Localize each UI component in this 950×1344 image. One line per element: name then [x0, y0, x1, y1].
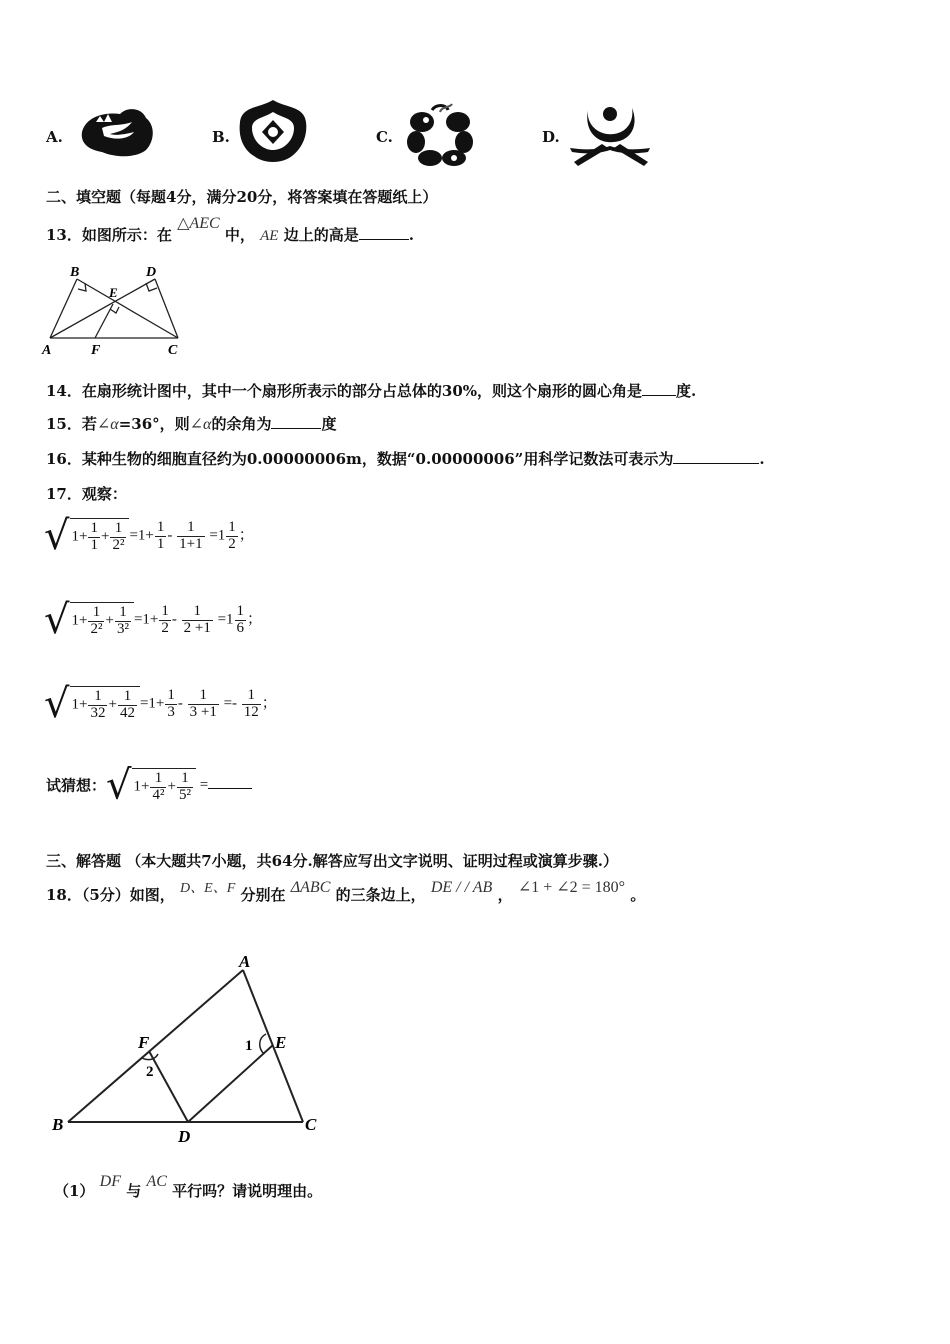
- q15-answer-blank: [271, 414, 321, 429]
- q13-label-f: F: [91, 343, 101, 358]
- q13-ae: AE: [260, 228, 279, 244]
- q18-label-f: F: [138, 1033, 150, 1052]
- q14-answer-blank: [642, 381, 676, 396]
- q18-sub-1-number: （1）: [54, 1182, 95, 1200]
- q13-middle: 中，: [224, 226, 255, 244]
- q18-end: 。: [630, 886, 646, 904]
- q17-row-1: √ 1+ $\frac{1}{1}$ + $\frac{1}{\text{2²}}$ =1+ $\frac{1}{1}$ - $\frac{1}{1+1}$ =1 $\frac{1}{2}$ ；: [44, 513, 254, 559]
- question-13: [46, 215, 414, 245]
- q13-label-b: B: [70, 265, 80, 280]
- q17-title: 17．观察：: [46, 485, 127, 503]
- q17-answer-blank: [208, 774, 252, 789]
- q17-row-2: √ 1+ $\frac{1}{\text{2²}}$ + $\frac{1}{\text{3²}}$ =1+ $\frac{1}{2}$ - $\frac{1}{2 +1}$ =1 $\frac{1}{6}$ ；: [44, 597, 263, 643]
- option-a-label: A.: [46, 128, 63, 146]
- q18-sub-1-df: DF: [99, 1173, 121, 1190]
- q15-angle-2: ∠α: [189, 416, 212, 433]
- q18-label-b: B: [52, 1115, 64, 1134]
- option-b-label: B.: [212, 128, 230, 146]
- sqrt-symbol: √: [106, 763, 132, 809]
- sqrt-symbol: √: [44, 513, 70, 559]
- q18-points: D、E、F: [180, 881, 236, 896]
- question-18: [46, 879, 646, 905]
- ink-blot-shape-a-icon: [76, 102, 156, 162]
- q14-end: 度.: [676, 382, 697, 400]
- q18-sub-1: [54, 1173, 323, 1201]
- q18-sub-1-ac: AC: [146, 1173, 167, 1190]
- q17-guess-label: 试猜想：: [46, 776, 107, 795]
- q16-text: 16．某种生物的细胞直径约为0.00000006m，数据“0.00000006”用科学记数法可表示为: [46, 450, 674, 468]
- q17-row-3: √ 1+ $\frac{1}{32}$ + $\frac{1}{42}$ =1+ $\frac{1}{3}$ - $\frac{1}{3 +1}$ =- $\frac{1}{12}$ ；: [44, 681, 277, 727]
- q18-mid-1: 分别在: [240, 886, 286, 904]
- option-c-label: C.: [376, 128, 393, 146]
- q17-guess: 试猜想：√ 1+ $\frac{1}{\text{4²}}$ + $\frac{1}{\text{5²}}$ =: [46, 766, 252, 806]
- q15-end: 度: [321, 415, 337, 433]
- q18-label-angle-1: 1: [245, 1038, 253, 1054]
- q13-label-c: C: [168, 343, 178, 358]
- q13-end: .: [408, 226, 414, 244]
- q13-answer-blank: [359, 225, 409, 240]
- q18-figure: [46, 950, 336, 1150]
- q18-prefix: 18．（5分）如图，: [46, 886, 175, 904]
- q18-mid-2: 的三条边上，: [335, 886, 426, 904]
- q13-suffix: 边上的高是: [283, 226, 359, 244]
- section-3-title: 三、解答题 （本大题共7小题，共64分.解答应写出文字说明、证明过程或演算步骤.）: [46, 852, 618, 870]
- q18-parallel: DE / / AB: [430, 879, 493, 896]
- q18-label-d: D: [178, 1127, 191, 1146]
- q14-text: 14．在扇形统计图中，其中一个扇形所表示的部分占总体的30%，则这个扇形的圆心角是: [46, 382, 643, 400]
- q13-label-a: A: [42, 343, 52, 358]
- q18-sub-1-with: 与: [126, 1182, 142, 1200]
- q18-sub-1-text: 平行吗？请说明理由。: [172, 1182, 323, 1200]
- q13-label-d: D: [146, 265, 157, 280]
- sqrt-symbol: √: [44, 681, 70, 727]
- option-d-label: D.: [542, 128, 560, 146]
- flower-ring-shape-c-icon: [402, 100, 478, 168]
- q16-answer-blank: [673, 449, 759, 464]
- q15-mid: =36°，则: [118, 415, 190, 433]
- question-15: [46, 413, 336, 434]
- q15-prefix: 15．若: [46, 415, 97, 433]
- q18-label-c: C: [305, 1115, 317, 1134]
- question-16: [46, 448, 765, 469]
- q13-figure: [40, 262, 190, 358]
- sqrt-symbol: √: [44, 597, 70, 643]
- crescent-figure-shape-d-icon: [568, 100, 652, 170]
- q18-triangle: ΔABC: [290, 879, 331, 896]
- q18-comma: ，: [497, 886, 513, 904]
- q13-triangle: △AEC: [177, 215, 220, 232]
- q15-suffix: 的余角为: [211, 415, 272, 433]
- symmetric-ring-shape-b-icon: [236, 98, 310, 166]
- q13-label-e: E: [109, 285, 118, 300]
- q18-label-angle-2: 2: [146, 1064, 154, 1080]
- question-14: [46, 380, 696, 401]
- q18-label-e: E: [275, 1033, 287, 1052]
- q13-prefix: 13．如图所示：在: [46, 226, 172, 244]
- q18-angles: ∠1 + ∠2 = 180°: [517, 879, 626, 896]
- q18-label-a: A: [239, 952, 251, 971]
- section-2-title: 二、填空题（每题4分，满分20分，将答案填在答题纸上）: [46, 188, 438, 206]
- q15-angle-1: ∠α: [96, 416, 119, 433]
- q16-end: .: [759, 450, 765, 468]
